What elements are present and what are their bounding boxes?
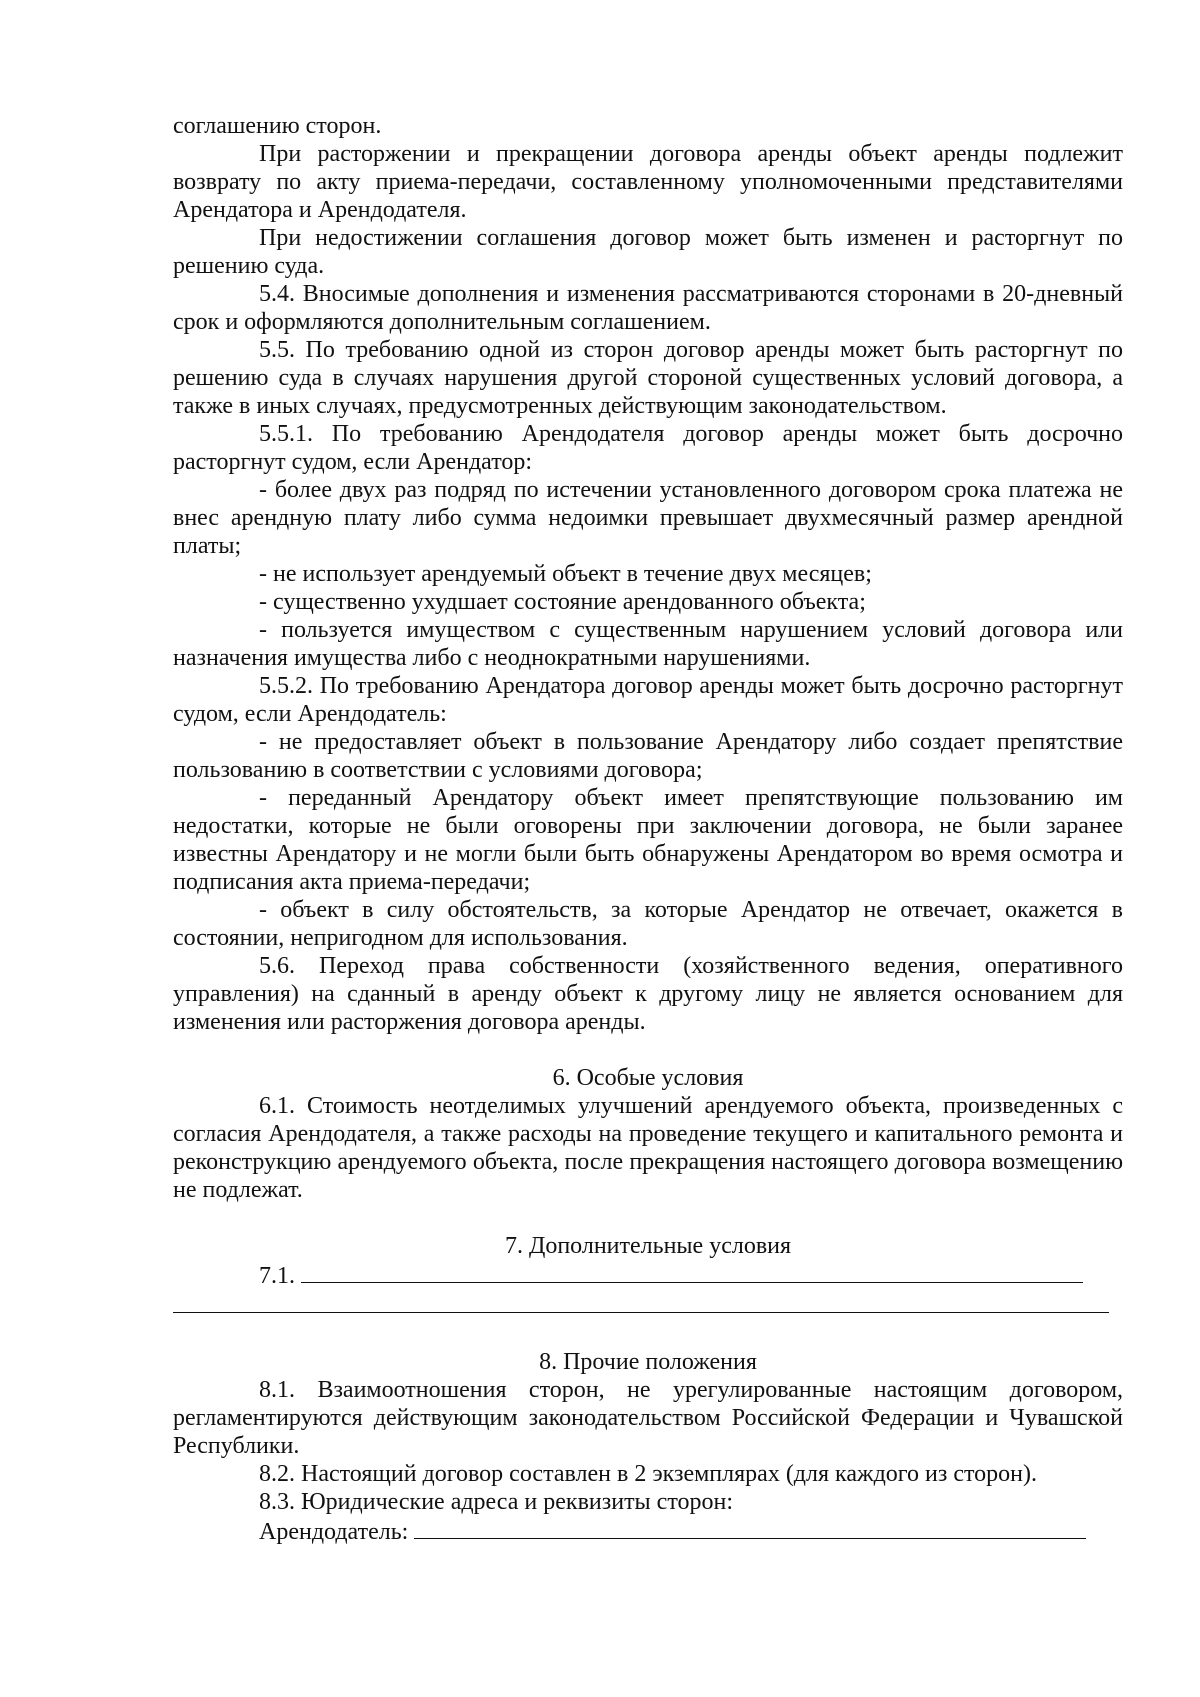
paragraph-6-1: 6.1. Стоимость неотделимых улучшений арендуемого объекта, произведенных с согласия Арендодателя, а также расходы на проведение текущего и капитального ремонта и реконструкцию арендуемого объекта, после прекращения настоящего договора возмещению не подлежат.: [173, 1093, 1123, 1203]
paragraph-arendodatel: [173, 1516, 1123, 1546]
paragraph-court: При недостижении соглашения договор может быть изменен и расторгнут по решению суда.: [173, 225, 1123, 279]
paragraph-8-1: 8.1. Взаимоотношения сторон, не урегулированные настоящим договором, регламентируются действующим законодательством Российской Федерации и Чувашской Республики.: [173, 1377, 1123, 1459]
section-gap: [173, 1320, 1123, 1348]
paragraph-continuation: соглашению сторон.: [173, 113, 382, 139]
paragraph-7-1: [173, 1260, 1123, 1290]
paragraph-7-1-label: 7.1.: [259, 1263, 295, 1289]
section-gap: [173, 1036, 1123, 1064]
paragraph-return: При расторжении и прекращении договора аренды объект аренды подлежит возврату по акту приема-передачи, составленному уполномоченными представителями Арендатора и Арендодателя.: [173, 141, 1123, 223]
fill-in-line-7-1-continued[interactable]: [173, 1290, 1109, 1313]
paragraph-5-5-2: 5.5.2. По требованию Арендатора договор аренды может быть досрочно расторгнут судом, если Арендодатель:: [173, 673, 1123, 727]
paragraph-5-5: 5.5. По требованию одной из сторон договор аренды может быть расторгнут по решению суда в случаях нарушения другой стороной существенных условий договора, а также в иных случаях, предусмотренных действующим законодательством.: [173, 337, 1123, 419]
list-item-5-5-2-a: - не предоставляет объект в пользование Арендатору либо создает препятствие пользованию в соответствии с условиями договора;: [173, 729, 1123, 783]
fill-in-line-arendodatel[interactable]: [414, 1516, 1086, 1539]
list-item-5-5-1-a: - более двух раз подряд по истечении установленного договором срока платежа не внес арендную плату либо сумма недоимки превышает двухмесячный размер арендной платы;: [173, 477, 1123, 559]
list-item-5-5-1-d: - пользуется имуществом с существенным нарушением условий договора или назначения имущества либо с неоднократными нарушениями.: [173, 617, 1123, 671]
section-heading-6: 6. Особые условия: [552, 1065, 744, 1091]
paragraph-5-4: 5.4. Вносимые дополнения и изменения рассматриваются сторонами в 20-дневный срок и оформляются дополнительным соглашением.: [173, 281, 1123, 335]
document-page: [173, 112, 1123, 1546]
list-item-5-5-1-b: - не использует арендуемый объект в течение двух месяцев;: [259, 561, 872, 587]
list-item-5-5-2-c: - объект в силу обстоятельств, за которые Арендатор не отвечает, окажется в состоянии, непригодном для использования.: [173, 897, 1123, 951]
paragraph-5-6: 5.6. Переход права собственности (хозяйственного ведения, оперативного управления) на сданный в аренду объект к другому лицу не является основанием для изменения или расторжения договора аренды.: [173, 953, 1123, 1035]
paragraph-8-2: 8.2. Настоящий договор составлен в 2 экземплярах (для каждого из сторон).: [259, 1461, 1038, 1487]
paragraph-8-3: 8.3. Юридические адреса и реквизиты сторон:: [259, 1489, 734, 1515]
paragraph-5-5-1: 5.5.1. По требованию Арендодателя договор аренды может быть досрочно расторгнут судом, если Арендатор:: [173, 421, 1123, 475]
list-item-5-5-1-c: - существенно ухудшает состояние арендованного объекта;: [259, 589, 866, 615]
arendodatel-label: Арендодатель:: [259, 1519, 409, 1545]
fill-in-line-7-1[interactable]: [301, 1260, 1083, 1283]
list-item-5-5-2-b: - переданный Арендатору объект имеет препятствующие пользованию им недостатки, которые не были оговорены при заключении договора, не были заранее известны Арендатору и не могли были быть обнаружены Арендатором во время осмотра и подписания акта приема-передачи;: [173, 785, 1123, 895]
fill-in-line-row: [173, 1290, 1123, 1320]
section-heading-7: 7. Дополнительные условия: [504, 1233, 792, 1259]
section-heading-8: 8. Прочие положения: [539, 1349, 757, 1375]
section-gap: [173, 1204, 1123, 1232]
